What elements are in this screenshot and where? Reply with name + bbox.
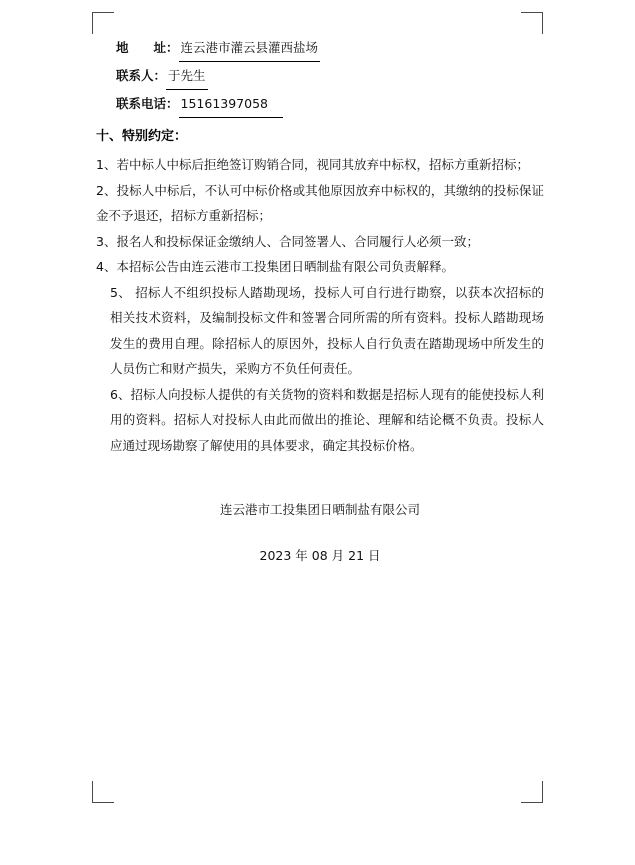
field-contact-phone-label: 联系电话： bbox=[116, 96, 179, 111]
crop-mark-top-right bbox=[521, 12, 543, 34]
clause-3: 3、报名人和投标保证金缴纳人、合同签署人、合同履行人必须一致； bbox=[96, 233, 479, 249]
clause-2: 2、投标人中标后，不认可中标价格或其他原因放弃中标权的，其缴纳的投标保证金不予退还，招标方重新招标； bbox=[96, 182, 544, 223]
field-contact-phone-value: 15161397058 bbox=[179, 90, 283, 118]
field-contact-person-label: 联系人： bbox=[116, 68, 167, 83]
document-body bbox=[96, 34, 544, 568]
field-contact-person-value: 于先生 bbox=[166, 62, 208, 90]
crop-mark-bottom-right bbox=[521, 781, 543, 803]
clause-4: 4、本招标公告由连云港市工投集团日晒制盐有限公司负责解释。 bbox=[96, 259, 454, 274]
crop-mark-bottom-left bbox=[92, 781, 114, 803]
clause-5: 5、 招标人不组织投标人踏勘现场，投标人可自行进行勘察，以获本次招标的相关技术资料，及编制投标文件和签署合同所需的所有资料。投标人踏勘现场发生的费用自理。除招标人的原因外，投标人自行负责在踏勘现场中所发生的人员伤亡和财产损失，采购方不负任何责任。 bbox=[110, 284, 544, 376]
field-contact-person bbox=[96, 62, 544, 90]
field-address-label: 地 址： bbox=[116, 40, 179, 55]
company-signature: 连云港市工投集团日晒制盐有限公司 bbox=[219, 502, 420, 517]
clause-1: 1、若中标人中标后拒绝签订购销合同，视同其放弃中标权，招标方重新招标； bbox=[96, 157, 529, 172]
document-date: 2023 年 08 月 21 日 bbox=[259, 548, 381, 563]
field-contact-phone bbox=[96, 90, 544, 118]
crop-mark-top-left bbox=[92, 12, 114, 34]
clause-6: 6、招标人向投标人提供的有关货物的资料和数据是招标人现有的能使投标人利用的资料。招标人对投标人由此而做出的推论、理解和结论概不负责。投标人应通过现场勘察了解使用的具体要求，确定其投标价格。 bbox=[110, 386, 544, 453]
section-title-special-terms: 十、特别约定： bbox=[96, 129, 188, 144]
field-address bbox=[96, 34, 544, 62]
field-address-value: 连云港市灌云县灌西盐场 bbox=[179, 34, 321, 62]
